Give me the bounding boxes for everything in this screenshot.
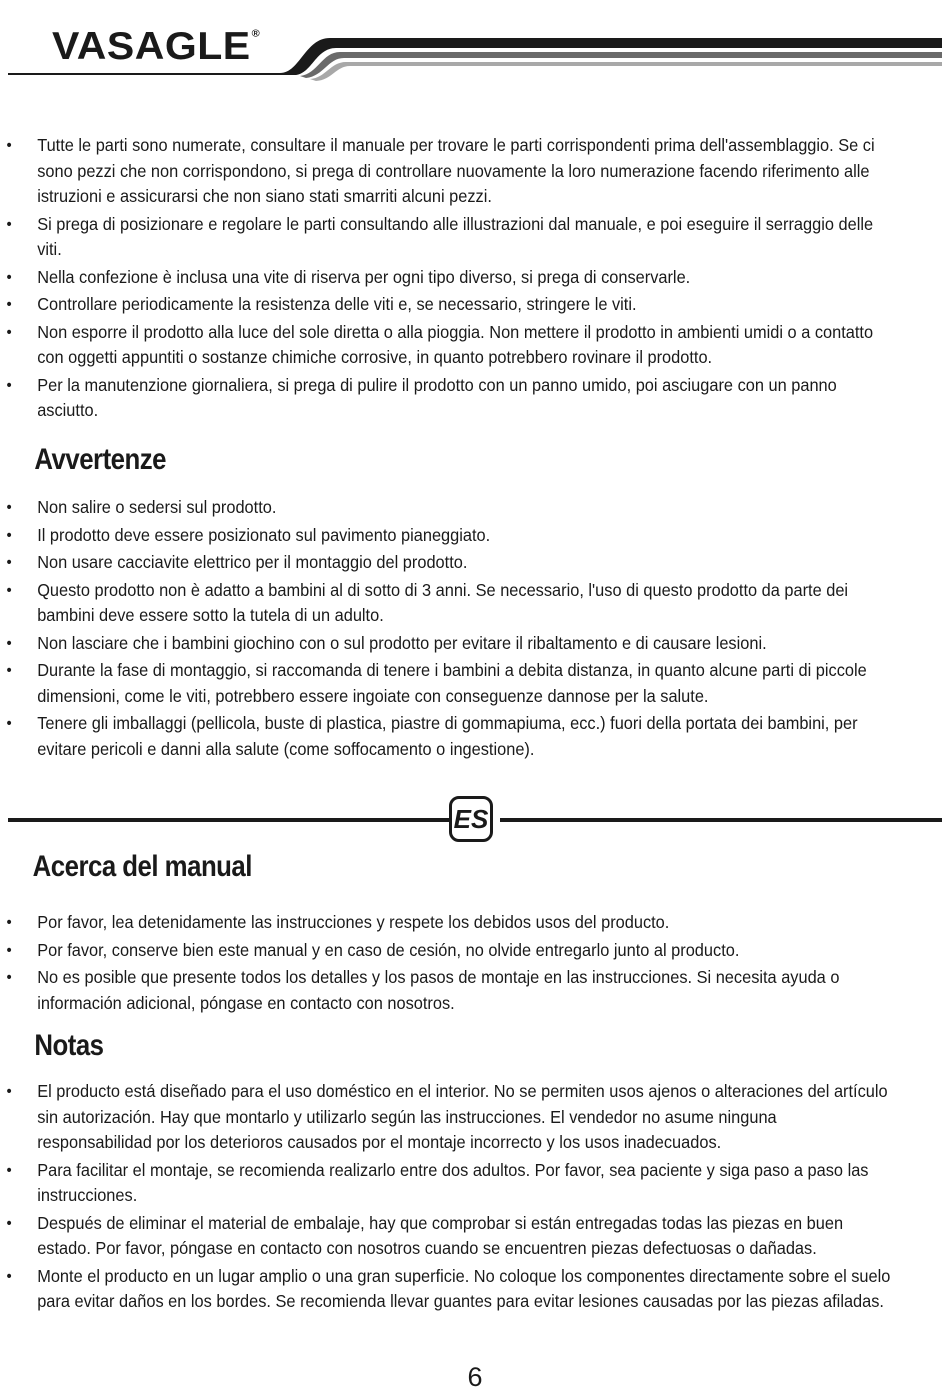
- page-header: [0, 0, 950, 90]
- list-item: • Durante la fase di montaggio, si raccomanda di tenere i bambini a debita distanza, in quanto alcune parti di piccole dimensioni, come le viti, potrebbero essere ingoiate con conseguenze dannose per la salute.: [0, 658, 902, 709]
- language-badge: ES: [449, 796, 493, 842]
- list-item: • No es posible que presente todos los detalles y los pasos de montaje en las instrucciones. Si necesita ayuda o información adicional, póngase en contacto con nosotros.: [0, 965, 902, 1016]
- page-number: 6: [467, 1362, 483, 1392]
- notes-list-section: [0, 1079, 950, 1317]
- italian-notes-section: [0, 133, 950, 426]
- list-item: • Non esporre il prodotto alla luce del sole diretta o alla pioggia. Non mettere il prodotto in ambienti umidi o a contatto con oggetti appuntiti o sostanze chimiche corrosive, in quanto potrebbero rovinare il prodotto.: [0, 320, 902, 371]
- italian-notes-list: [0, 133, 950, 424]
- list-item: • Il prodotto deve essere posizionato sul pavimento pianeggiato.: [0, 523, 902, 549]
- list-item: • Después de eliminar el material de embalaje, hay que comprobar si están entregadas todas las piezas en buen estado. Por favor, póngase en contacto con nosotros cuando se encuentren piezas defectuosas o dañadas.: [0, 1211, 902, 1262]
- notes-list: [0, 1079, 950, 1315]
- list-item: • Non lasciare che i bambini giochino con o sul prodotto per evitare il ribaltamento e di causare lesioni.: [0, 631, 902, 657]
- list-item: • Por favor, conserve bien este manual y en caso de cesión, no olvide entregarlo junto al producto.: [0, 938, 902, 964]
- list-item: • Tutte le parti sono numerate, consultare il manuale per trovare le parti corrispondenti prima dell'assemblaggio. Se ci sono pezzi che non corrispondono, si prega di controllare nuovamente la loro numerazione facendo riferimento alle istruzioni e assicurarsi che non siano stati smarriti alcuni pezzi.: [0, 133, 902, 210]
- divider-line-left: [8, 818, 449, 822]
- list-item: • Para facilitar el montaje, se recomienda realizarlo entre dos adultos. Por favor, sea paciente y siga paso a paso las instrucciones.: [0, 1158, 902, 1209]
- warnings-heading: Avvertenze: [34, 443, 166, 476]
- about-manual-list: [0, 910, 950, 1016]
- list-item: • Si prega di posizionare e regolare le parti consultando alle illustrazioni dal manuale, e poi eseguire il serraggio delle viti.: [0, 212, 902, 263]
- divider-line-right: [500, 818, 942, 822]
- list-item: • Non usare cacciavite elettrico per il montaggio del prodotto.: [0, 550, 902, 576]
- list-item: • Per la manutenzione giornaliera, si prega di pulire il prodotto con un panno umido, poi asciugare con un panno asciutto.: [0, 373, 902, 424]
- list-item: • Controllare periodicamente la resistenza delle viti e, se necessario, stringere le viti.: [0, 292, 902, 318]
- about-manual-heading: Acerca del manual: [32, 850, 252, 883]
- list-item: • Tenere gli imballaggi (pellicola, buste di plastica, piastre di gommapiuma, ecc.) fuori della portata dei bambini, per evitare pericoli e danni alla salute (come soffocamento o ingestione).: [0, 711, 902, 762]
- brand-logo: VASAGLE®: [52, 24, 261, 68]
- list-item: • El producto está diseñado para el uso doméstico en el interior. No se permiten usos ajenos o alteraciones del artículo sin autorización. Hay que montarlo y utilizarlo según las instrucciones. El vendedor no asume ninguna responsabilidad por los deterioros causados por el montaje incorrecto y los usos inadecuados.: [0, 1079, 902, 1156]
- notes-section: [0, 1029, 950, 1063]
- list-item: • Non salire o sedersi sul prodotto.: [0, 495, 902, 521]
- about-manual-list-section: [0, 910, 950, 1018]
- language-divider: [0, 792, 950, 852]
- warnings-list: [0, 495, 950, 762]
- list-item: • Por favor, lea detenidamente las instrucciones y respete los debidos usos del producto.: [0, 910, 902, 936]
- warnings-list-section: [0, 495, 950, 764]
- list-item: • Nella confezione è inclusa una vite di riserva per ogni tipo diverso, si prega di conservarle.: [0, 265, 902, 291]
- about-manual-section: [0, 850, 950, 884]
- list-item: • Questo prodotto non è adatto a bambini al di sotto di 3 anni. Se necessario, l'uso di questo prodotto da parte dei bambini deve essere sotto la tutela di un adulto.: [0, 578, 902, 629]
- notes-heading: Notas: [34, 1029, 104, 1062]
- list-item: • Monte el producto en un lugar amplio o una gran superficie. No coloque los componentes directamente sobre el suelo para evitar daños en los bordes. Se recomienda llevar guantes para evitar lesiones causadas por las piezas afiladas.: [0, 1264, 902, 1315]
- warnings-section: [0, 443, 950, 477]
